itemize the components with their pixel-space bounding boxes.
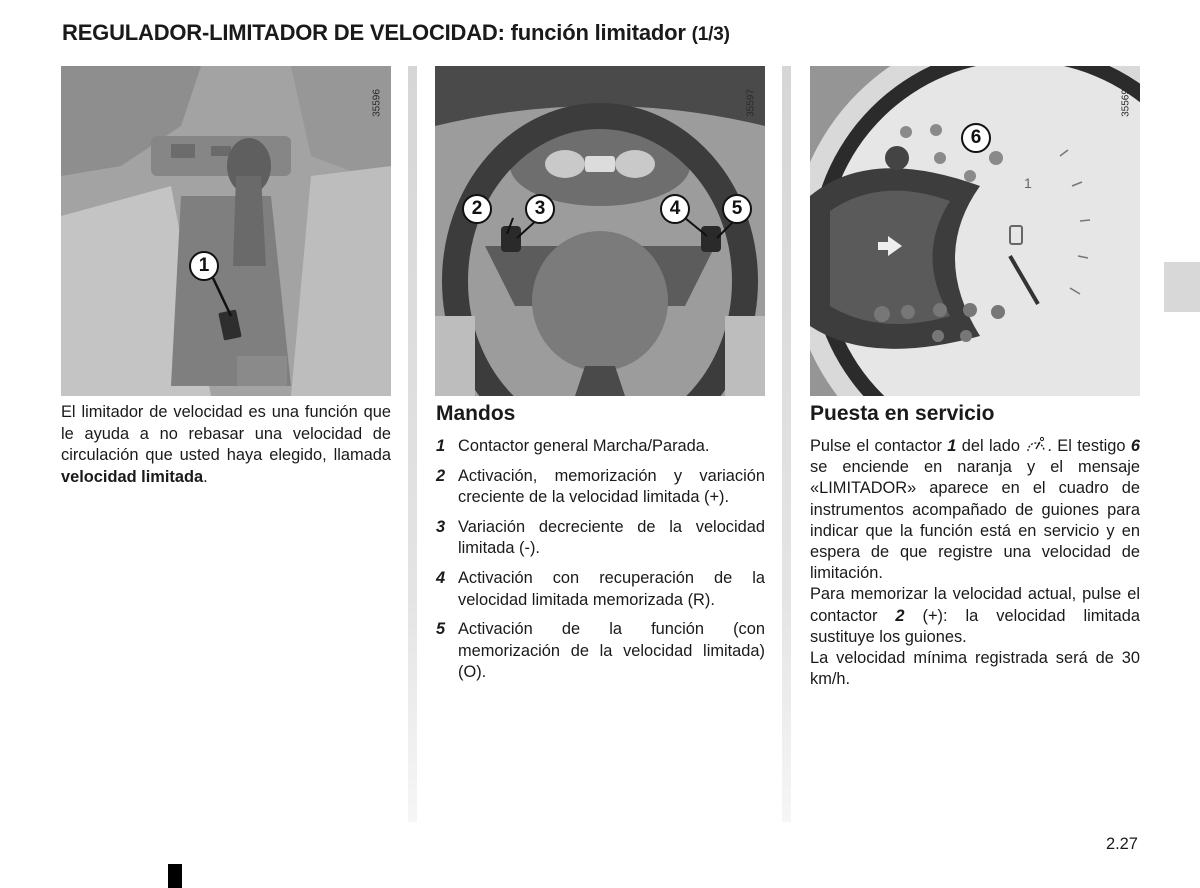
activation-paragraph-1: Pulse el contactor 1 del lado . El testigo 6 se enciende en naranja y el mensaje «LIMITADOR» aparece en el cuadro de instrumentos acompañado de guiones para indicar que la función está en servicio y en espera de que registre una velocidad de limitación. bbox=[810, 437, 1140, 583]
figure-code: 35597 bbox=[745, 89, 757, 117]
list-item: 2 Activación, memorización y variación creciente de la velocidad limitada (+). bbox=[436, 466, 765, 507]
activation-paragraph-3: La velocidad mínima registrada será de 30 km/h. bbox=[810, 649, 1140, 689]
figure-code: 35569 bbox=[1120, 89, 1132, 117]
activation-paragraph-2: Para memorizar la velocidad actual, pulse el contactor 2 (+): la velocidad limitada sustituye los guiones. bbox=[810, 585, 1140, 646]
column-divider-1 bbox=[408, 66, 417, 822]
column-divider-2 bbox=[782, 66, 791, 822]
list-item: 1 Contactor general Marcha/Parada. bbox=[436, 437, 710, 455]
instrument-cluster-illustration bbox=[810, 66, 1140, 396]
column-intro bbox=[61, 402, 391, 488]
figure-code: 35596 bbox=[371, 89, 383, 117]
figure-steering-wheel bbox=[435, 66, 765, 396]
gear-lever-illustration bbox=[61, 66, 391, 396]
activation-heading: Puesta en servicio bbox=[810, 402, 995, 425]
controls-heading: Mandos bbox=[436, 402, 516, 425]
list-item: 5 Activación de la función (con memorización de la velocidad limitada) (O). bbox=[436, 620, 765, 682]
figure-gear-lever bbox=[61, 66, 391, 396]
print-edge-mark bbox=[168, 864, 182, 888]
svg-text:1: 1 bbox=[1024, 175, 1032, 191]
callout-2: 2 bbox=[462, 194, 492, 224]
callout-5: 5 bbox=[722, 194, 752, 224]
speed-limiter-icon bbox=[1025, 436, 1047, 454]
page-title bbox=[62, 20, 730, 46]
steering-wheel-illustration bbox=[435, 66, 765, 396]
title-part: (1/3) bbox=[691, 24, 730, 45]
callout-1: 1 bbox=[189, 251, 219, 281]
controls-list bbox=[436, 436, 765, 684]
callout-4: 4 bbox=[660, 194, 690, 224]
list-item: 4 Activación con recuperación de la velocidad limitada memorizada (R). bbox=[436, 568, 765, 609]
callout-6: 6 bbox=[961, 123, 991, 153]
title-text: REGULADOR-LIMITADOR DE VELOCIDAD: función limitador bbox=[62, 20, 686, 45]
list-item: 3 Variación decreciente de la velocidad limitada (-). bbox=[436, 517, 765, 558]
figure-instrument-cluster bbox=[810, 66, 1140, 396]
defined-term: velocidad limitada bbox=[61, 467, 204, 486]
column-controls bbox=[436, 402, 765, 692]
column-activation bbox=[810, 402, 1140, 690]
page-number: 2.27 bbox=[1106, 835, 1138, 853]
callout-3: 3 bbox=[525, 194, 555, 224]
intro-paragraph: El limitador de velocidad es una función que le ayuda a no rebasar una velocidad de circulación que usted haya elegido, llamada velocidad limitada. bbox=[61, 403, 391, 486]
chapter-side-tab bbox=[1164, 262, 1200, 312]
